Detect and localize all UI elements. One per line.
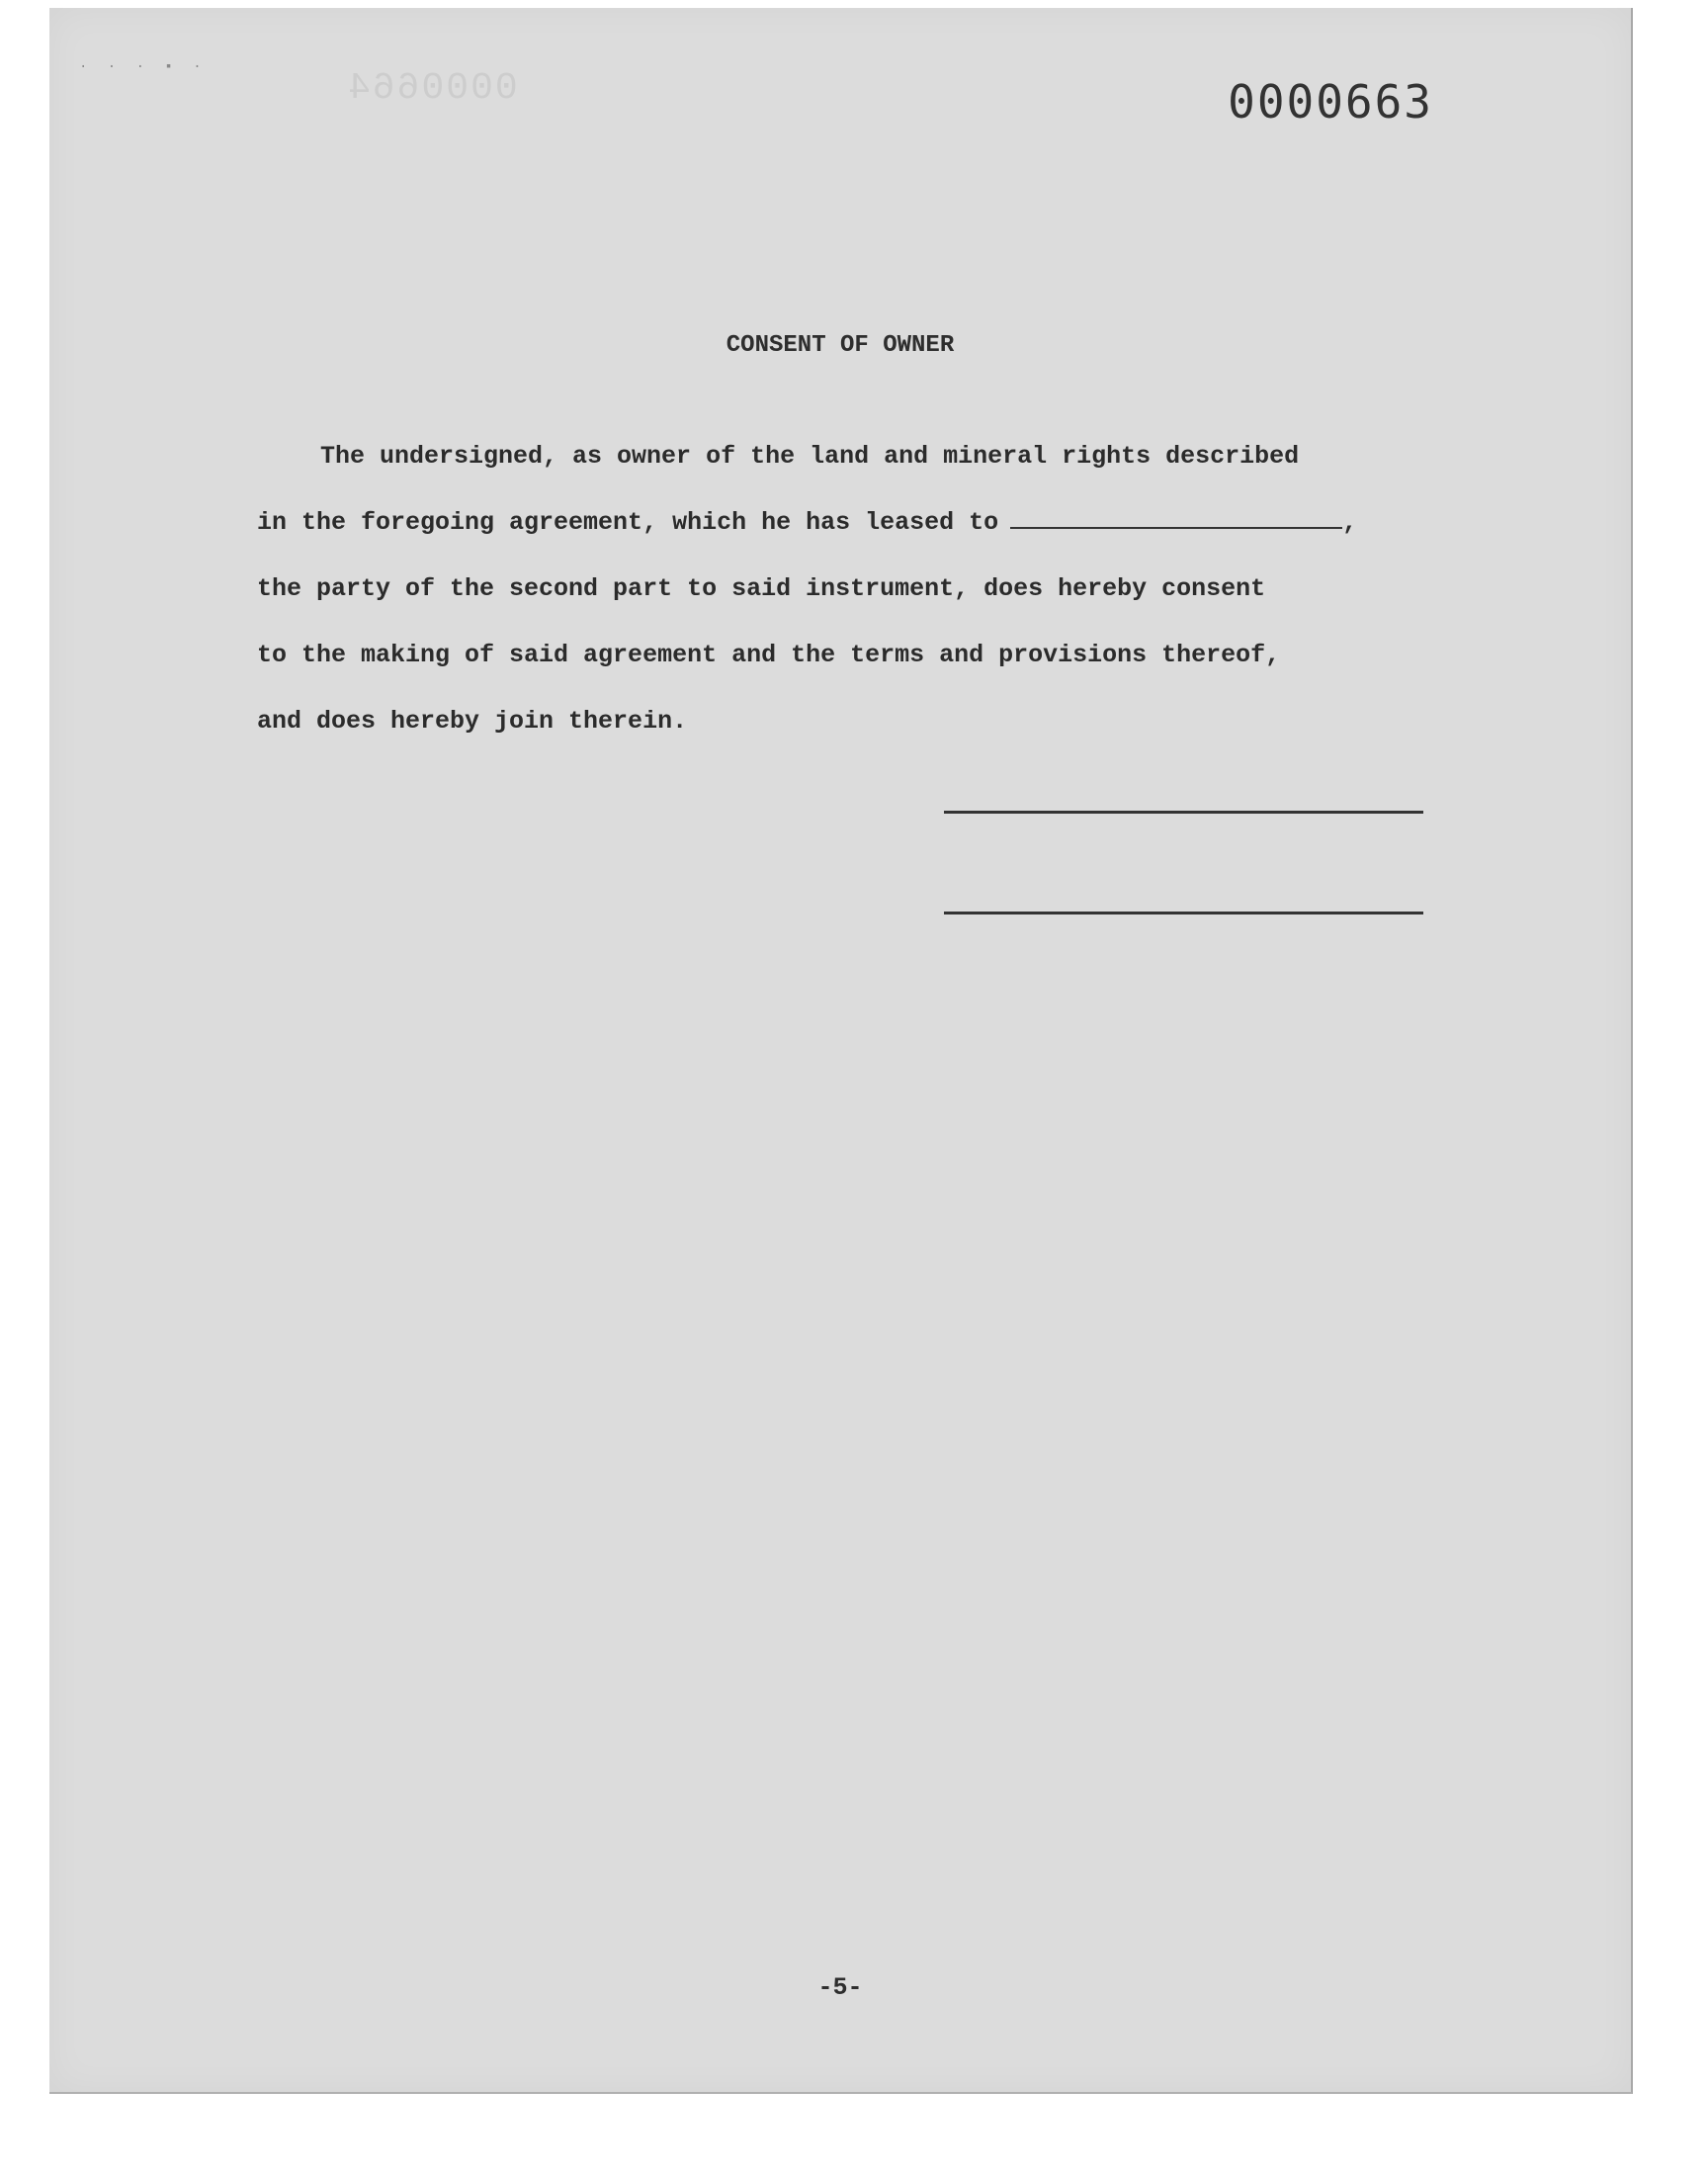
document-stamp-number: 0000663: [1228, 75, 1433, 129]
body-line-1: The undersigned, as owner of the land and mineral rights described: [320, 442, 1300, 471]
faint-bleed-through-number: 0000664: [346, 67, 518, 110]
body-line-2: [257, 489, 1522, 556]
signature-line-1: [944, 811, 1423, 814]
document-title: CONSENT OF OWNER: [726, 332, 955, 359]
blank-comma: ,: [1342, 508, 1358, 537]
lessee-name-blank: [1010, 507, 1342, 529]
document-page: [49, 8, 1633, 2094]
signature-line-2: [944, 912, 1423, 914]
body-line-4: to the making of said agreement and the terms and provisions thereof,: [257, 641, 1281, 669]
scan-specks: · · · ▪ ·: [79, 59, 208, 75]
consent-paragraph: [257, 423, 1522, 754]
body-line-2-text: in the foregoing agreement, which he has leased to: [257, 508, 999, 537]
body-line-3: the party of the second part to said instrument, does hereby consent: [257, 574, 1266, 603]
page-number: -5-: [817, 1973, 863, 2002]
body-line-5: and does hereby join therein.: [257, 707, 688, 736]
